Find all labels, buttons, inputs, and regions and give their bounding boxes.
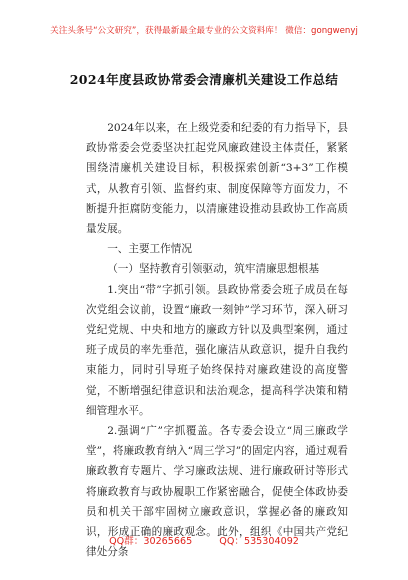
- body-paragraph-2: 2.强调“广”字抓覆盖。各专委会设立“周三廉政学堂”，将廉政教育纳入“周三学习”的固定内容，通过观看廉政教育专题片、学习廉政法规、进行廉政研讨等形式将廉政教育与政协履职工作紧密融合，促使全体政协委员和机关干部牢固树立廉政意识，掌握必备的廉政知识，形成正确的廉政观念。此外，组织《中国共产党纪律处分条: [86, 425, 348, 559]
- footer-qq: QQ：535304092: [219, 536, 299, 547]
- document-title: 2024年度县政协常委会清廉机关建设工作总结: [69, 72, 339, 87]
- document-body: [86, 118, 348, 562]
- footer-qq-group: QQ群：30265665: [109, 536, 193, 547]
- body-paragraph-1: 1.突出“带”字抓引领。县政协常委会班子成员在每次党组会议前，设置“廉政一刻钟”学习环节，深入研习党纪党规、中央和地方的廉政方针以及典型案例，通过班子成员的率先垂范，强化廉洁从政意识，提升自我约束能力，同时引导班子始终保持对廉政建设的高度警觉，不断增强纪律意识和法治观念，提高科学决策和精细管理水平。: [86, 283, 348, 417]
- header-banner: 关注头条号“公文研究”，获得最新最全最专业的公文资料库！ 微信：gongwenyj: [50, 26, 358, 36]
- subsection-heading: （一）坚持教育引领驱动，筑牢清廉思想根基: [107, 263, 320, 276]
- footer-contact: [0, 533, 408, 547]
- section-heading: 一、主要工作情况: [107, 243, 192, 256]
- intro-paragraph: 2024年以来，在上级党委和纪委的有力指导下，县政协常委会党委坚决扛起党风廉政建设主体责任，紧紧围绕清廉机关建设目标，积极探索创新“3+3”工作模式，从教育引领、监督约束、制度保障等方面发力，不断提升拒腐防变能力，以清廉建设推动县政协工作高质量发展。: [86, 122, 348, 236]
